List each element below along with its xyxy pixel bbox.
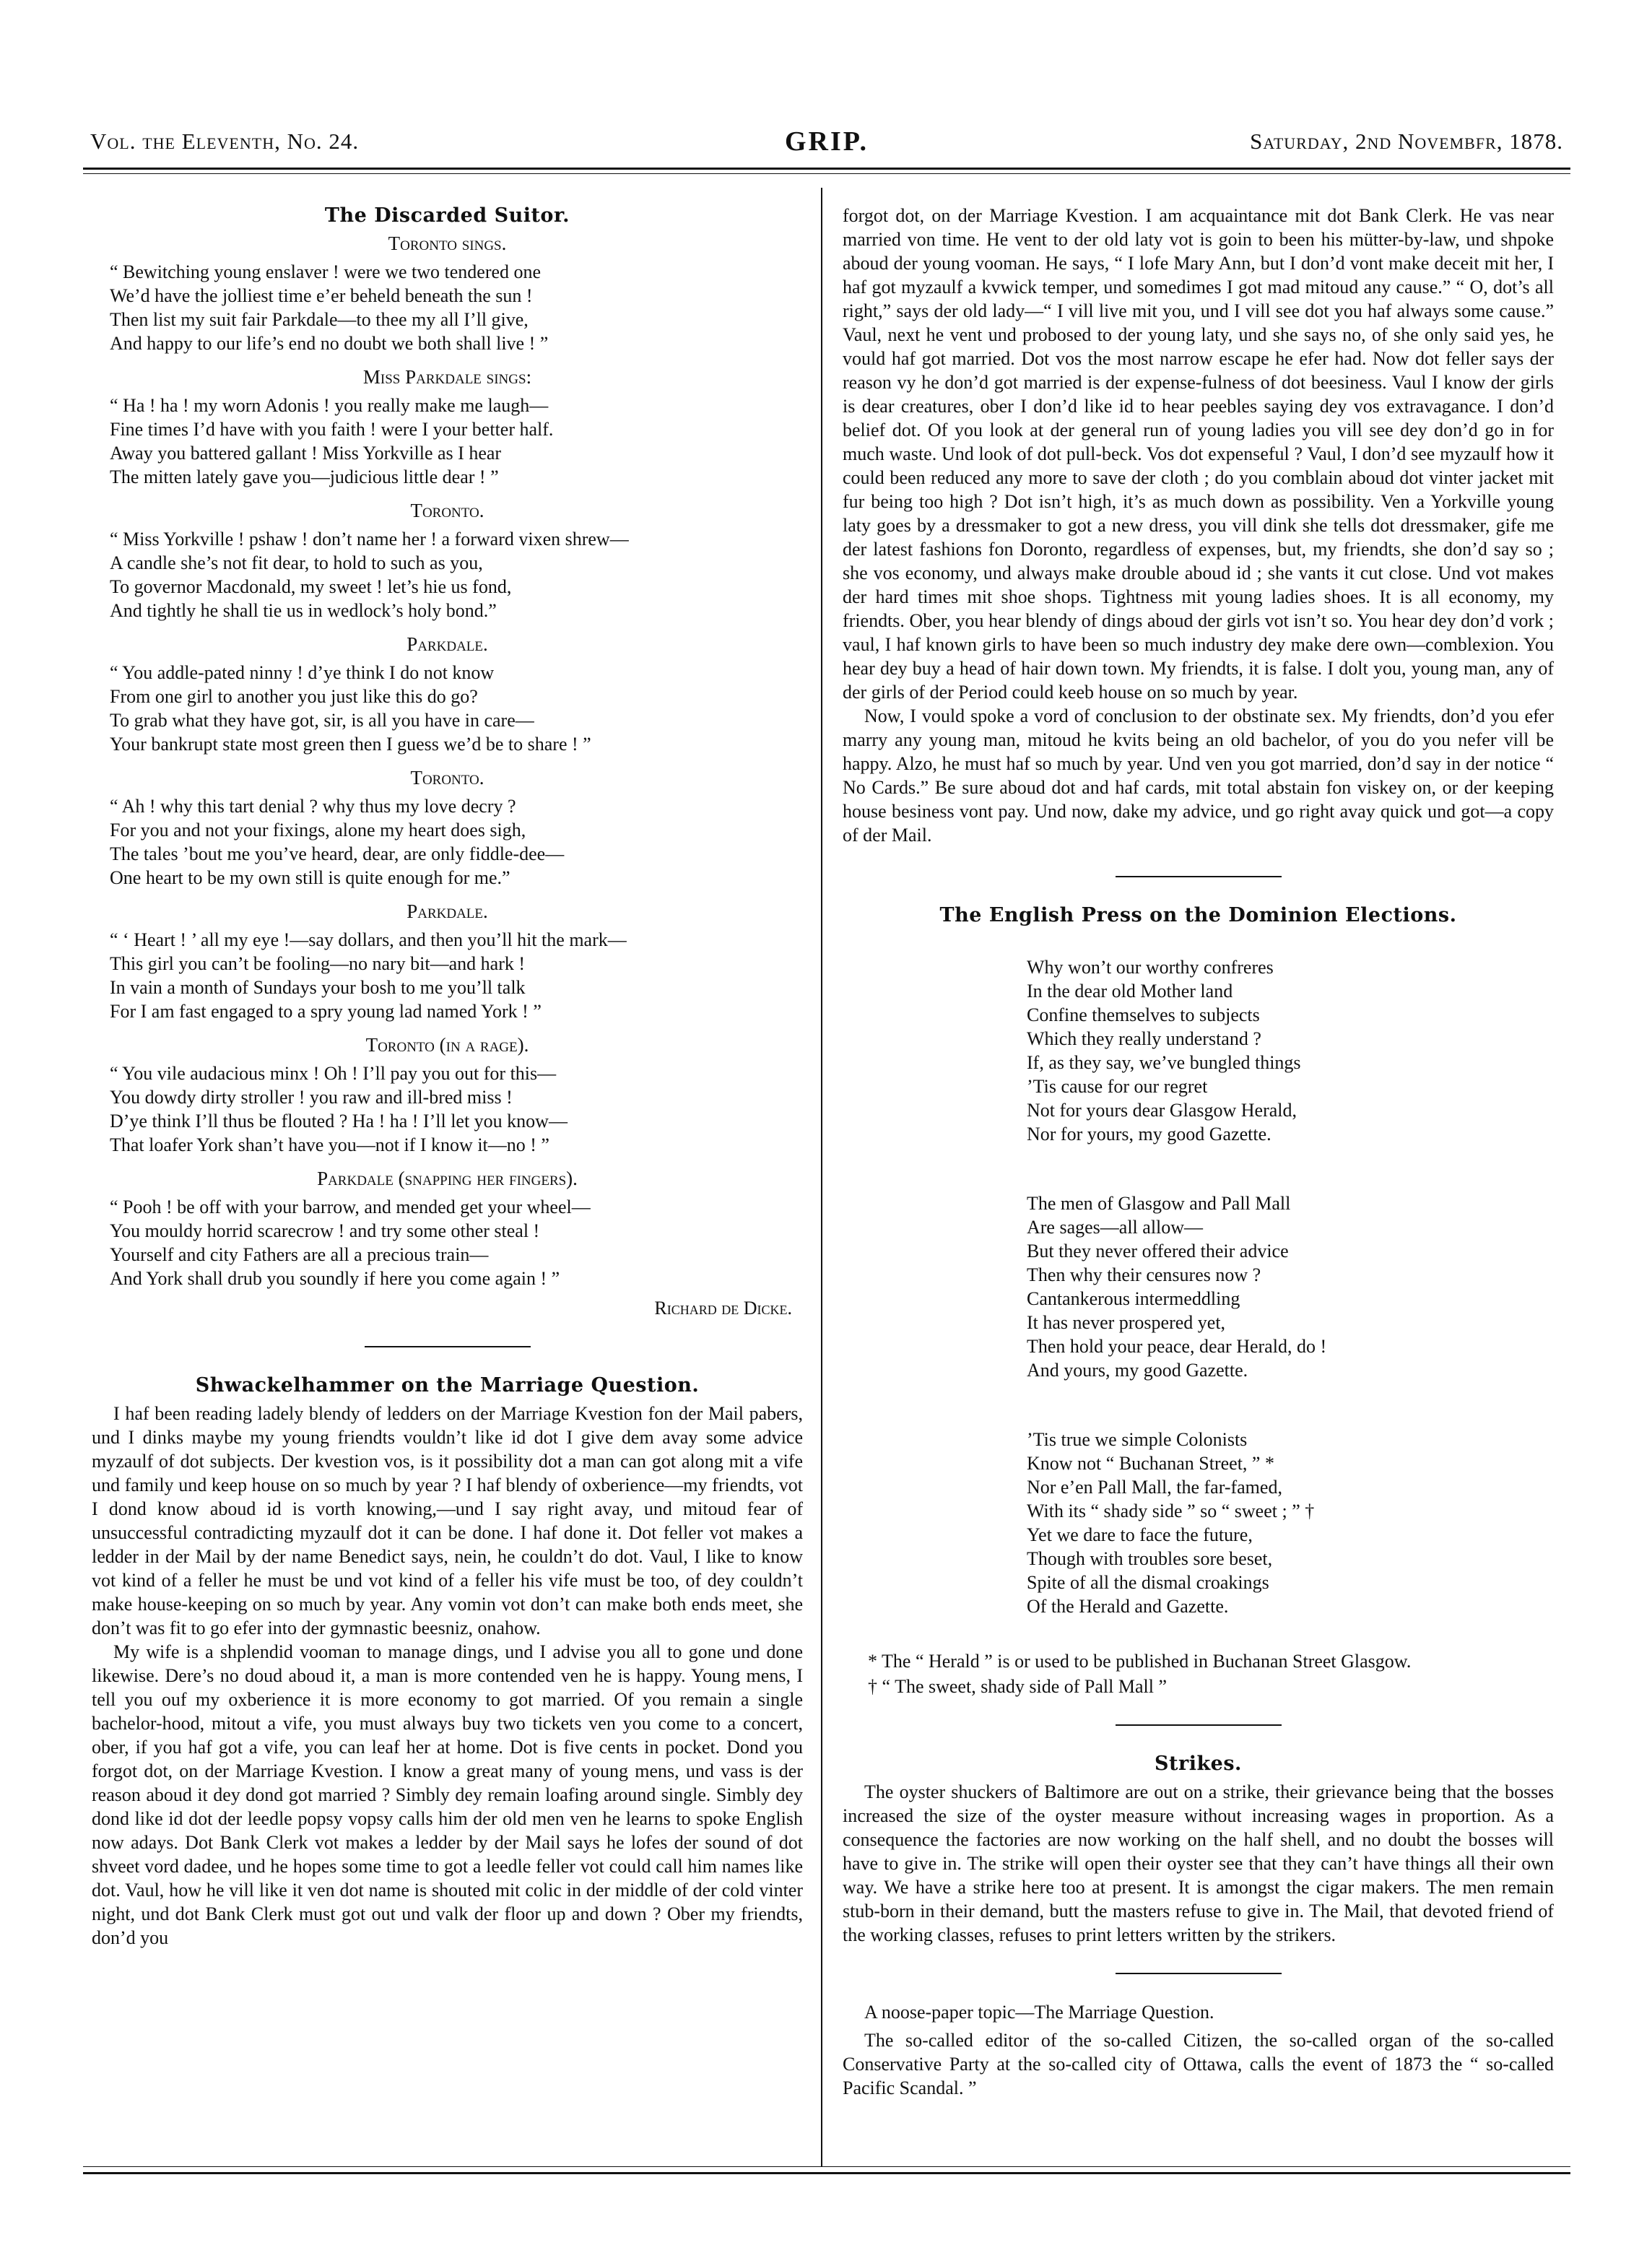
column-divider <box>821 188 822 2166</box>
poem-stanza: “ Miss Yorkville ! pshaw ! don’t name her ! a forward vixen shrew— A candle she’s not fit dear, to hold to such as you, To governor Macdonald, my sweet ! let’s hie us fond, And tightly he shall tie us in wedlock’s holy bond.” <box>110 529 629 621</box>
header-rule-thick <box>83 168 1570 170</box>
footer-rule-thin <box>83 2166 1570 2167</box>
article-paragraph: I haf been reading ladely blendy of ledders on der Marriage Kvestion fon der Mail pabers, und I dinks maybe my young friendts vouldn’t like id dot I give dem avay some advice myzaulf of dot subjects. Der kvestion vos, is it possibility dot a man can got along mit a vife und family und keep house on so much by year ? I haf blendy of oxberience—my friendts, vot I dond know aboud id is vorth knowing,—und I say right avay, und mitoud fear of unsuccessful contradicting myzaulf dot it can be done. I haf done it. Dot feller vot makes a ledder in der Mail by der name Benedict says, nein, he couldn’t do dot. Vaul, I like to know vot kind of a feller he must be und vot kind of a feller his vife must be too, of dey couldn’t make house-keeping on so much by year. Any vomin vot don’t can make both ends meet, she don’t was fit to go efer into der gymnastic beesniz, onahow. <box>92 1403 803 1638</box>
citizen-item: The so-called editor of the so-called Citizen, the so-called organ of the so-called Conservative Party at the so-called city of Ottawa, calls the event of 1873 the “ so-called Pacific Scandal. ” <box>843 2030 1554 2098</box>
english-press-heading: The English Press on the Dominion Elections. <box>939 904 1457 926</box>
shwackelhammer-heading: Shwackelhammer on the Marriage Question. <box>195 1374 700 1397</box>
shwackelhammer-continued <box>843 204 1554 847</box>
header-rule-thin <box>83 173 1570 174</box>
speaker-label: Parkdale. <box>407 633 488 655</box>
newspaper-page <box>83 43 1570 2202</box>
left-column <box>92 204 803 1950</box>
right-column <box>843 204 1554 2104</box>
article-paragraph: The oyster shuckers of Baltimore are out on a strike, their grievance being that the bosses increased the size of the oyster measure without increasing wages in proportion. As a consequence the factories are now working on the half shell, and no doubt the bosses will have to give in. The strike will open their oyster see that they can’t have things all their own way. We have a strike here too at present. It is amongst the cigar makers. The men remain stub-born in their demand, butt the masters refuse to give in. The Mail, that devoted friend of the working classes, refuses to print letters written by the strikers. <box>843 1781 1554 1945</box>
short-items <box>843 2000 1554 2100</box>
section-separator <box>1116 1973 1282 1974</box>
poem-stanza: “ You addle-pated ninny ! d’ye think I do not know From one girl to another you just like this do go? To grab what they have got, sir, is all you have in care— Your bankrupt state most green then I guess we’d be to share ! ” <box>110 662 591 755</box>
volume-number: Vol. the Eleventh, No. 24. <box>90 129 360 154</box>
section-separator <box>365 1346 531 1347</box>
shwackelhammer-article <box>92 1402 803 1950</box>
noose-paper-item: A noose-paper topic—The Marriage Question. <box>864 2002 1214 2023</box>
footer-rule-thick <box>83 2172 1570 2174</box>
poem-stanza: ’Tis true we simple Colonists Know not “ Buchanan Street, ” * Nor e’en Pall Mall, the far-famed, With its “ shady side ” so “ sweet ; ” † Yet we dare to face the future, Though with troubles sore beset, Spite of all the dismal croakings Of the Herald and Gazette. <box>1027 1429 1315 1617</box>
speaker-label: Miss Parkdale sings: <box>362 366 532 388</box>
poem-stanza: The men of Glasgow and Pall Mall Are sages—all allow— But they never offered their advice Then why their censures now ? Cantankerous intermeddling It has never prospered yet, Then hold your peace, dear Herald, do ! And yours, my good Gazette. <box>1027 1193 1327 1381</box>
english-press-poem <box>1027 932 1554 1649</box>
article-paragraph: My wife is a shplendid vooman to manage dings, und I advise you all to gone und done likewise. Dere’s no doud aboud it, a man is more contended ven he is happy. Young mens, I tell you ouf my oxberience it is more economy to got married. Of you remain a single bachelor-hood, mitout a vife, you must always buy two tickets ven you come to a concert, ober, if you haf got a vife, you can leaf her at home. Dot is five cents in pocket. Dond you forgot dot, on der Marriage Kvestion. I know a great many of young mens, und vass is der reason aboud it dey dond got married ? Simbly dey remain loafing around single. Simbly dey dond like id dot der leedle popsy vopsy calls him der old men ven he learns to spoke English now adays. Dot Bank Clerk vot makes a ledder by der Mail says he lofes der sound of dot shveet vord dadee, und he hopes some time to got a leedle feller vot could call him names like dot. Vaul, how he vill like it ven dot name is shouted mit colic in der middle of der cold vinter night, und dot Bank Clerk must got out und valk der floor up and down ? Ober my friendts, don’d you <box>92 1641 803 1948</box>
author-signature: Richard de Dicke. <box>654 1298 792 1319</box>
masthead-title: GRIP. <box>784 126 869 157</box>
speaker-label: Toronto sings. <box>388 233 507 254</box>
poem-stanza: “ Ah ! why this tart denial ? why thus my love decry ? For you and not your fixings, alone my heart does sigh, The tales ’bout me you’ve heard, dear, are only fiddle-dee— One heart to be my own still is quite enough for me.” <box>110 796 565 888</box>
speaker-label: Toronto. <box>410 500 484 521</box>
speaker-label: Parkdale (snapping her fingers). <box>317 1168 578 1189</box>
article-paragraph: forgot dot, on der Marriage Kvestion. I am acquaintance mit dot Bank Clerk. He vas near married von time. He vent to der old laty vot is goin to been his mütter-by-law, und shpoke aboud der young vooman. He says, “ I lofe Mary Ann, but I don’d vont make deceit mit her, I haf got myzaulf a kvwick temper, und somedimes I got mad mitoud any cause.” “ O, dot’s all right,” says der old lady—“ I vill live mit you, und I vill see dot you haf always some cause.” Vaul, next he vent und probosed to der young laty, und she says no, of she only said yes, he vould haf got married. Dot vos the most narrow escape he efer had. Now dot feller says der reason vy he don’d got married is der expense-fulness of dot beesiness. Vaul I know der girls is dear creatures, ober I don’d like id to hear peebles saying dey vos extravagance. I don’d belief dot. Of you look at der general run of young ladies you vill see dey don’d go in for much waste. Und look of dot pull-beck. Vos dot expenseful ? Vaul, I don’d see myzaulf how it could been reduced any more to save der cloth ; do you comblain aboud dot vinter jacket mit fur being too high ? Dot isn’t high, it’s as much down as possibility. Ven a Yorkville young laty goes by a dressmaker to got a new dress, you vill dink she tells dot dressmaker, gife me der latest fashions fon Doronto, regardless of expenses, but, my friendts, she don’d say so ; she vos economy, und always make drouble aboud id ; she vants it cut close. Und vot makes der hard times mit shoe shops. Tightness mit young ladies shoes. It is all economy, my friendts. Ober, you hear blendy of dings aboud der girls vot isn’t so. You hear dey don’d vork ; vaul, I haf known girls to have been so much industry dey make dere own—comblexion. You hear dey buy a head of hair down town. My friendts, it is false. I dolt you, young man, any of der girls of der Period could keeb house on so much by year. <box>843 205 1554 703</box>
poem-stanza: Why won’t our worthy confreres In the dear old Mother land Confine themselves to subjects Which they really understand ? If, as they say, we’ve bungled things ’Tis cause for our regret Not for yours dear Glasgow Herald, Nor for yours, my good Gazette. <box>1027 957 1301 1145</box>
speaker-label: Parkdale. <box>407 900 488 922</box>
issue-date: Saturday, 2nd Novembfr, 1878. <box>1250 129 1563 154</box>
speaker-label: Toronto. <box>410 767 484 789</box>
strikes-heading: Strikes. <box>1155 1753 1242 1775</box>
footnote: * The “ Herald ” is or used to be published in Buchanan Street Glasgow. <box>868 1651 1412 1672</box>
poem-stanza: “ Pooh ! be off with your barrow, and mended get your wheel— You mouldy horrid scarecrow ! and try some other steal ! Yourself and city Fathers are all a precious train— And York shall drub you soundly if here you come again ! ” <box>110 1197 591 1289</box>
section-separator <box>1116 876 1282 877</box>
strikes-article <box>843 1780 1554 1947</box>
discarded-suitor-poem <box>92 232 803 1290</box>
speaker-label: Toronto (in a rage). <box>365 1034 529 1056</box>
poem-stanza: “ Ha ! ha ! my worn Adonis ! you really make me laugh— Fine times I’d have with you faith ! were I your better half. Away you battered gallant ! Miss Yorkville as I hear The mitten lately gave you—judicious little dear ! ” <box>110 395 554 487</box>
article-paragraph: Now, I vould spoke a vord of conclusion to der obstinate sex. My friendts, don’d you efer marry any young man, mitoud he kvits being an old bachelor, of you do you nefer vill be happy. Alzo, he must haf so much by year. Und ven you got married, don’d say in der notice “ No Cards.” Be sure aboud dot and haf cards, mit total abstain fon viskey on, or der keeping house besiness vont pay. Und now, dake my advice, und go right avay quick und got—a copy of der Mail. <box>843 705 1554 846</box>
poem-stanza: “ You vile audacious minx ! Oh ! I’ll pay you out for this— You dowdy dirty stroller ! you raw and ill-bred miss ! D’ye think I’ll thus be flouted ? Ha ! ha ! I’ll let you know— That loafer York shan’t have you—not if I know it—no ! ” <box>110 1063 568 1155</box>
section-separator <box>1116 1724 1282 1726</box>
footnotes <box>850 1649 1547 1698</box>
footnote: † “ The sweet, shady side of Pall Mall ” <box>868 1676 1167 1697</box>
poem-stanza: “ ‘ Heart ! ’ all my eye !—say dollars, and then you’ll hit the mark— This girl you can’t be fooling—no nary bit—and hark ! In vain a month of Sundays your bosh to me you’ll talk For I am fast engaged to a spry young lad named York ! ” <box>110 929 627 1022</box>
discarded-suitor-heading: The Discarded Suitor. <box>324 204 570 227</box>
running-head <box>90 126 1563 172</box>
poem-stanza: “ Bewitching young enslaver ! were we two tendered one We’d have the jolliest time e’er beheld beneath the sun ! Then list my suit fair Parkdale—to thee my all I’ll give, And happy to our life’s end no doubt we both shall live ! ” <box>110 261 549 354</box>
